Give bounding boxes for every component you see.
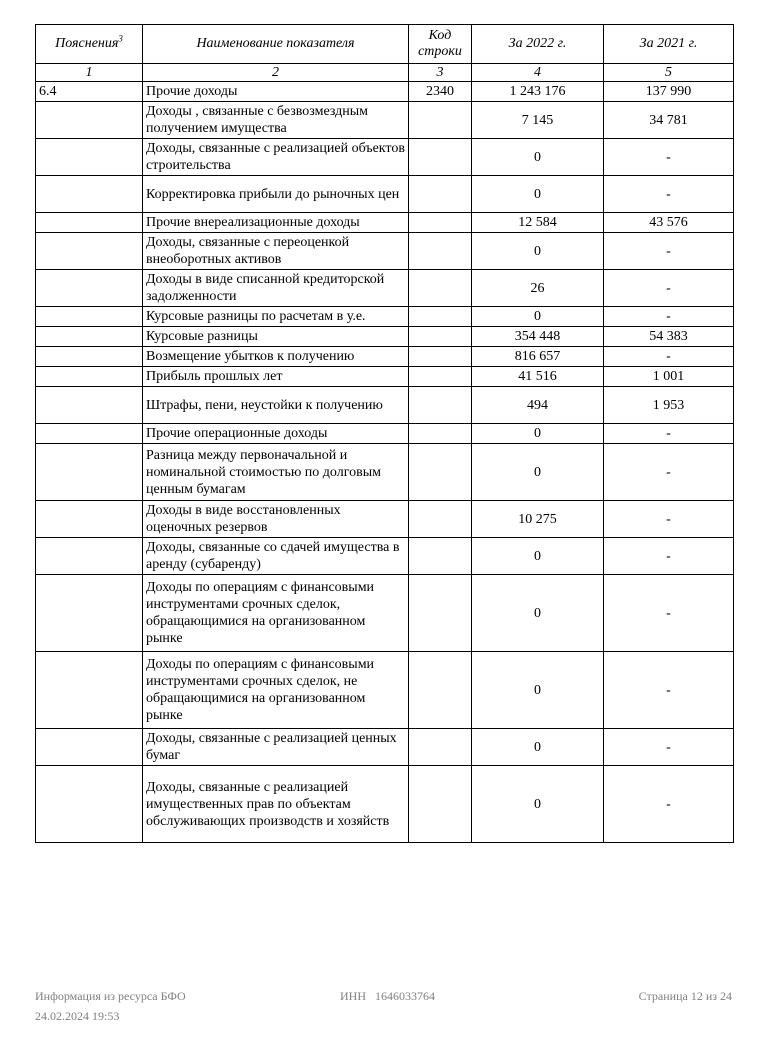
row-current-value: 41 516 [472,367,604,387]
table-header-row [36,25,734,64]
column-number: 5 [604,64,734,82]
header-code: Код строки [409,25,472,64]
table-row [36,82,734,102]
row-previous-value: 43 576 [604,213,734,233]
row-note [36,501,143,538]
row-name: Прочие операционные доходы [143,424,409,444]
row-code [409,233,472,270]
row-note [36,307,143,327]
column-number: 1 [36,64,143,82]
row-code [409,652,472,729]
table-row [36,327,734,347]
footer-inn-label: ИНН [340,989,366,1003]
row-name: Возмещение убытков к получению [143,347,409,367]
row-note [36,387,143,424]
row-current-value: 12 584 [472,213,604,233]
header-previous-year: За 2021 г. [604,25,734,64]
row-note [36,729,143,766]
table-row [36,538,734,575]
row-current-value: 10 275 [472,501,604,538]
table-row [36,444,734,501]
table-row [36,102,734,139]
row-name: Доходы по операциям с финансовыми инструментами срочных сделок, не обращающимися на организованном рынке [143,652,409,729]
row-previous-value: - [604,270,734,307]
row-code [409,270,472,307]
column-number: 3 [409,64,472,82]
row-note [36,652,143,729]
row-previous-value: 54 383 [604,327,734,347]
row-current-value: 26 [472,270,604,307]
row-current-value: 0 [472,652,604,729]
row-current-value: 1 243 176 [472,82,604,102]
row-current-value: 494 [472,387,604,424]
row-note [36,213,143,233]
table-row [36,347,734,367]
row-note [36,538,143,575]
row-name: Доходы , связанные с безвозмездным получением имущества [143,102,409,139]
row-name: Доходы, связанные с реализацией имущественных прав по объектам обслуживающих производств и хозяйств [143,766,409,843]
row-code [409,327,472,347]
footer-inn-value: 1646033764 [375,989,435,1003]
row-current-value: 0 [472,444,604,501]
column-number-row [36,64,734,82]
row-name: Курсовые разницы по расчетам в у.е. [143,307,409,327]
row-previous-value: - [604,652,734,729]
row-name: Доходы, связанные с реализацией объектов строительства [143,139,409,176]
header-note-sup: 3 [118,33,123,44]
footer-date: 24.02.2024 19:53 [35,1009,120,1023]
footer-page-number: Страница 12 из 24 [638,989,732,1003]
row-previous-value: - [604,233,734,270]
row-current-value: 354 448 [472,327,604,347]
table-row [36,387,734,424]
row-previous-value: - [604,307,734,327]
row-current-value: 0 [472,538,604,575]
row-note [36,102,143,139]
row-code [409,766,472,843]
row-code [409,176,472,213]
row-note [36,444,143,501]
row-name: Штрафы, пени, неустойки к получению [143,387,409,424]
row-previous-value: 137 990 [604,82,734,102]
row-code [409,387,472,424]
footer-inn [340,986,435,1006]
row-code [409,444,472,501]
row-current-value: 0 [472,424,604,444]
row-previous-value: - [604,766,734,843]
table-row [36,424,734,444]
row-previous-value: - [604,347,734,367]
column-number: 4 [472,64,604,82]
table-row [36,176,734,213]
row-note [36,233,143,270]
row-previous-value: - [604,501,734,538]
row-previous-value: - [604,729,734,766]
footer-source: Информация из ресурса БФО [35,989,186,1003]
row-name: Курсовые разницы [143,327,409,347]
header-current-year: За 2022 г. [472,25,604,64]
row-note [36,367,143,387]
table-row [36,652,734,729]
row-note: 6.4 [36,82,143,102]
table-row [36,307,734,327]
row-name: Доходы, связанные с переоценкой внеоборотных активов [143,233,409,270]
financial-table [35,24,734,843]
row-name: Доходы в виде списанной кредиторской задолженности [143,270,409,307]
row-previous-value: 34 781 [604,102,734,139]
row-note [36,176,143,213]
row-current-value: 0 [472,766,604,843]
row-note [36,270,143,307]
row-current-value: 0 [472,729,604,766]
table-row [36,501,734,538]
row-code [409,139,472,176]
row-code [409,347,472,367]
row-name: Доходы по операциям с финансовыми инструментами срочных сделок, обращающимися на организованном рынке [143,575,409,652]
row-code [409,729,472,766]
row-current-value: 0 [472,233,604,270]
table-row [36,729,734,766]
row-previous-value: - [604,139,734,176]
row-previous-value: 1 953 [604,387,734,424]
row-note [36,347,143,367]
table-row [36,575,734,652]
row-current-value: 0 [472,307,604,327]
row-note [36,424,143,444]
row-current-value: 0 [472,575,604,652]
row-previous-value: - [604,176,734,213]
row-name: Доходы, связанные с реализацией ценных бумаг [143,729,409,766]
table-row [36,213,734,233]
row-current-value: 0 [472,139,604,176]
table-row [36,233,734,270]
row-previous-value: - [604,424,734,444]
row-name: Прочие внереализационные доходы [143,213,409,233]
row-code [409,213,472,233]
row-code [409,575,472,652]
row-current-value: 7 145 [472,102,604,139]
row-note [36,766,143,843]
table-row [36,139,734,176]
row-current-value: 0 [472,176,604,213]
row-code [409,367,472,387]
row-note [36,575,143,652]
row-name: Доходы, связанные со сдачей имущества в аренду (субаренду) [143,538,409,575]
row-name: Корректировка прибыли до рыночных цен [143,176,409,213]
row-name: Прочие доходы [143,82,409,102]
row-name: Разница между первоначальной и номинальной стоимостью по долговым ценным бумагам [143,444,409,501]
row-previous-value: - [604,575,734,652]
header-note-text: Пояснения [55,36,119,51]
row-note [36,139,143,176]
row-code [409,424,472,444]
row-previous-value: - [604,444,734,501]
table-row [36,766,734,843]
row-code [409,501,472,538]
header-name: Наименование показателя [143,25,409,64]
column-number: 2 [143,64,409,82]
row-name: Прибыль прошлых лет [143,367,409,387]
row-previous-value: 1 001 [604,367,734,387]
row-current-value: 816 657 [472,347,604,367]
row-previous-value: - [604,538,734,575]
row-code [409,307,472,327]
table-row [36,270,734,307]
header-note [36,25,143,64]
table-row [36,367,734,387]
row-name: Доходы в виде восстановленных оценочных резервов [143,501,409,538]
row-code [409,538,472,575]
row-code: 2340 [409,82,472,102]
row-note [36,327,143,347]
row-code [409,102,472,139]
